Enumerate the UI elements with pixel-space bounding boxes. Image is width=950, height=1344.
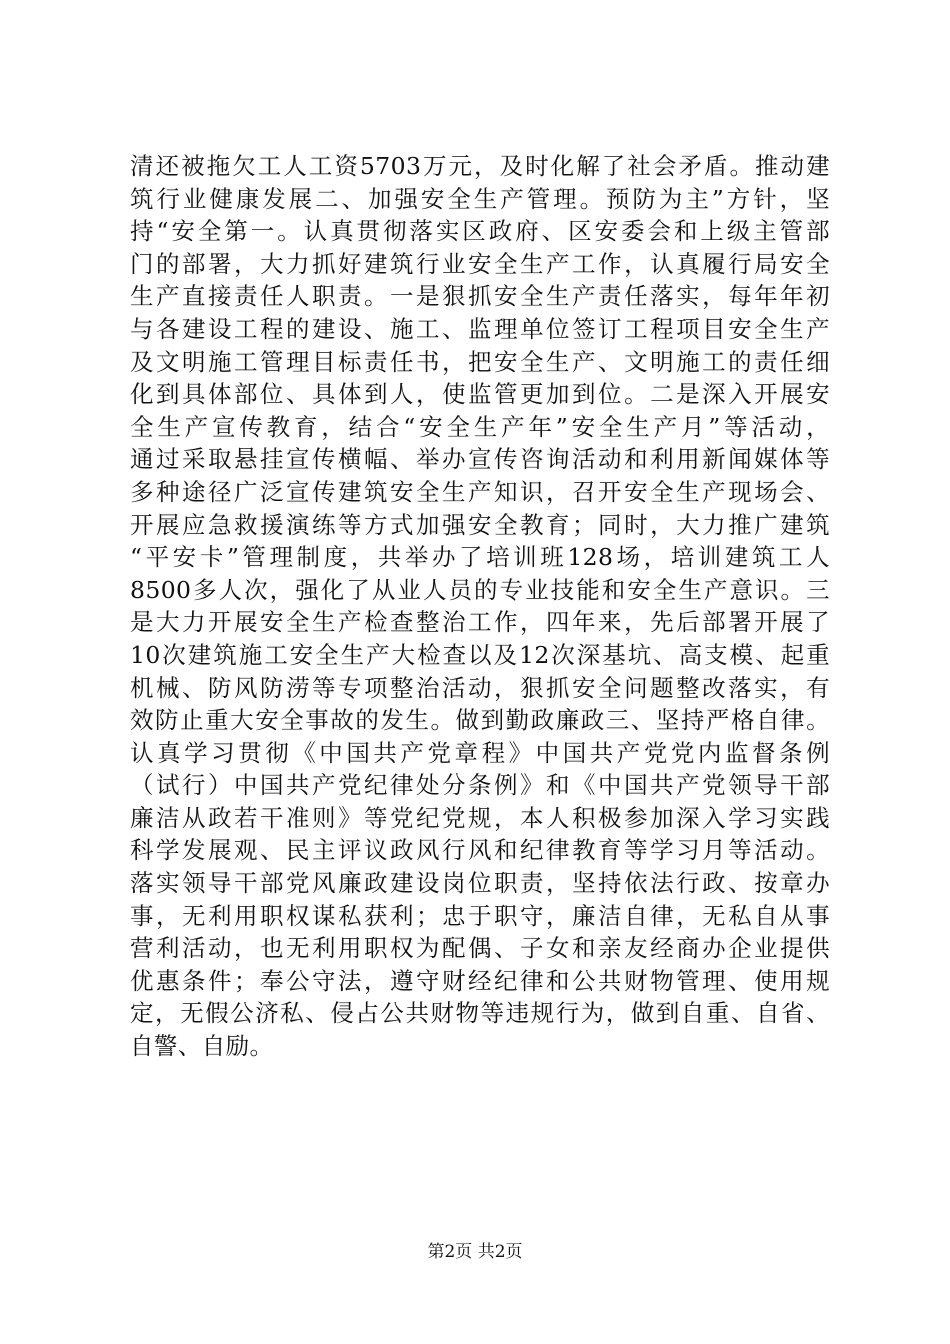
text-line: 廉洁从政若干准则》等党纪党规，本人积极参加深入学习实践	[130, 803, 830, 832]
text-line: 10次建筑施工安全生产大检查以及12次深基坑、高支模、起重	[130, 640, 830, 669]
text-line: 营利活动，也无利用职权为配偶、子女和亲友经商办企业提供	[130, 934, 830, 963]
text-line: 落实领导干部党风廉政建设岗位职责，坚持依法行政、按章办	[130, 869, 830, 898]
text-line: 认真学习贯彻《中国共产党章程》中国共产党党内监督条例	[130, 738, 830, 767]
text-line: 门的部署，大力抓好建筑行业安全生产工作，认真履行局安全	[130, 249, 830, 278]
text-line: 自警、自励。	[130, 1032, 274, 1061]
text-line: 开展应急救援演练等方式加强安全教育；同时，大力推广建筑	[130, 510, 830, 539]
text-line: 科学发展观、民主评议政风行风和纪律教育等学习月等活动。	[130, 836, 830, 865]
text-line: 生产直接责任人职责。一是狠抓安全生产责任落实，每年年初	[130, 282, 830, 311]
text-line: 化到具体部位、具体到人，使监管更加到位。二是深入开展安	[130, 380, 830, 409]
text-line: 效防止重大安全事故的发生。做到勤政廉政三、坚持严格自律。	[130, 706, 830, 735]
text-line: （试行）中国共产党纪律处分条例》和《中国共产党领导干部	[130, 771, 830, 800]
page-number-footer: 第2页 共2页	[427, 1242, 523, 1262]
text-line: “平安卡”管理制度，共举办了培训班128场，培训建筑工人	[130, 543, 830, 572]
text-line: 多种途径广泛宣传建筑安全生产知识，召开安全生产现场会、	[130, 477, 830, 506]
body-text	[130, 150, 830, 1063]
text-line: 及文明施工管理目标责任书，把安全生产、文明施工的责任细	[130, 347, 830, 376]
text-line: 持“安全第一。认真贯彻落实区政府、区安委会和上级主管部	[130, 217, 830, 246]
text-line: 全生产宣传教育，结合“安全生产年”安全生产月”等活动，	[130, 412, 830, 441]
text-line: 筑行业健康发展二、加强安全生产管理。预防为主”方针，坚	[130, 184, 830, 213]
text-line: 是大力开展安全生产检查整治工作，四年来，先后部署开展了	[130, 608, 830, 637]
text-line: 事，无利用职权谋私获利；忠于职守，廉洁自律，无私自从事	[130, 901, 830, 930]
text-line: 与各建设工程的建设、施工、监理单位签订工程项目安全生产	[130, 314, 830, 343]
text-line: 通过采取悬挂宣传横幅、举办宣传咨询活动和利用新闻媒体等	[130, 445, 830, 474]
text-line: 定，无假公济私、侵占公共财物等违规行为，做到自重、自省、	[130, 999, 830, 1028]
text-line: 清还被拖欠工人工资5703万元，及时化解了社会矛盾。推动建	[130, 152, 830, 180]
text-line: 优惠条件；奉公守法，遵守财经纪律和公共财物管理、使用规	[130, 966, 830, 995]
text-line: 8500多人次，强化了从业人员的专业技能和安全生产意识。三	[130, 575, 830, 604]
text-line: 机械、防风防涝等专项整治活动，狠抓安全问题整改落实，有	[130, 673, 830, 702]
